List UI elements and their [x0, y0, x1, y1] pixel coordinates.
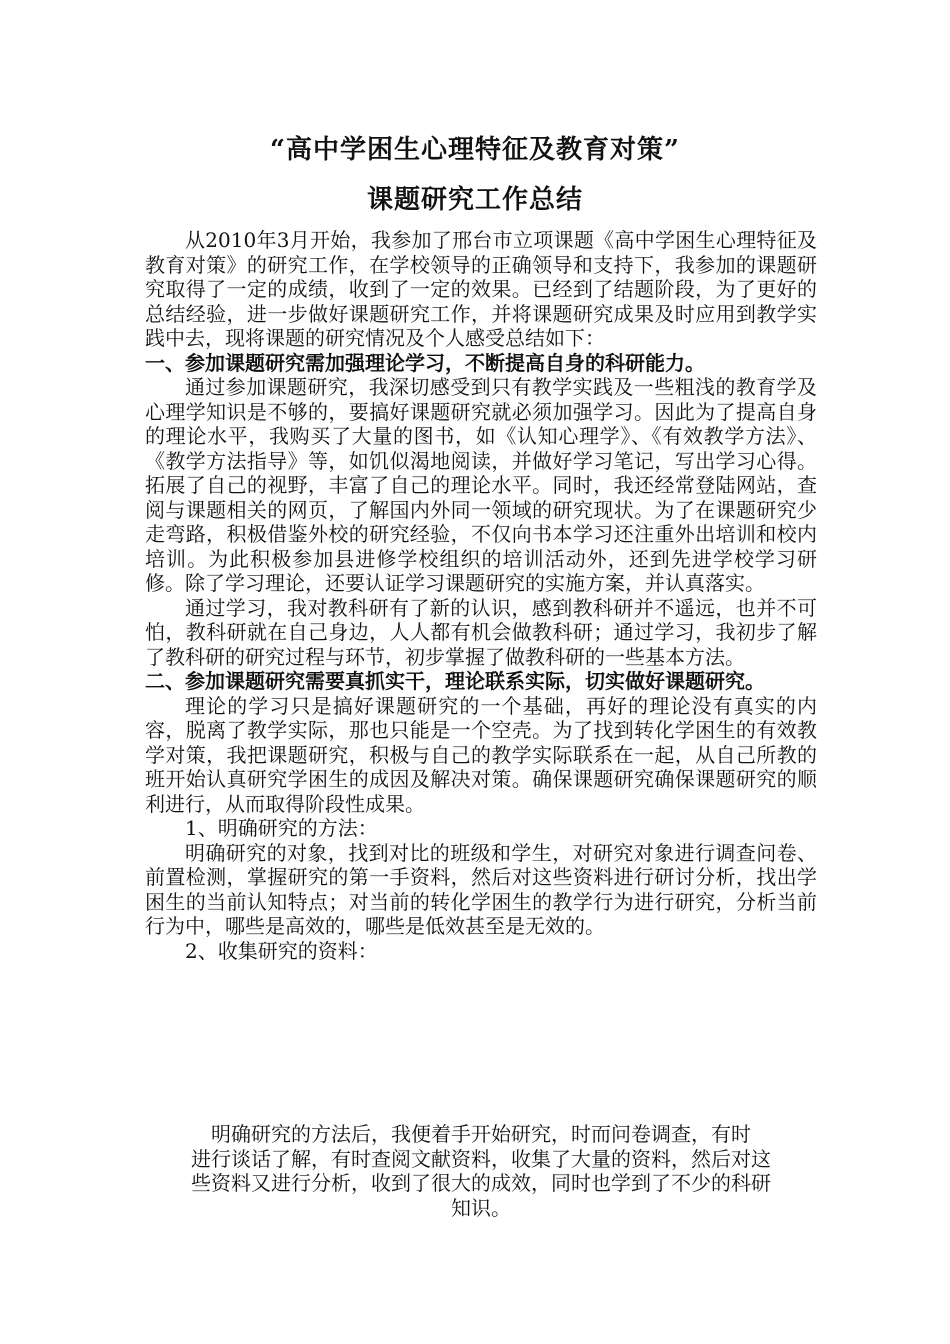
- subsection2-line: 些资料又进行分析，收到了很大的成效，同时也学到了不少的科研: [191, 1171, 771, 1195]
- subsection1-heading: 1、明确研究的方法：: [185, 816, 378, 840]
- subsection2-paragraph: [145, 1122, 817, 1220]
- intro-paragraph: 从2010年3月开始，我参加了邢台市立项课题《高中学困生心理特征及教育对策》的研究工作，在学校领导的正确领导和支持下，我参加的课题研究取得了一定的成绩，收到了一定的效果。已经到了结题阶段，为了更好的总结经验，进一步做好课题研究工作，并将课题研究成果及时应用到教学实践中去，现将课题的研究情况及个人感受总结如下：: [145, 228, 817, 350]
- section1-paragraph1: 通过参加课题研究，我深切感受到只有教学实践及一些粗浅的教育学及心理学知识是不够的，要搞好课题研究就必须加强学习。因此为了提高自身的理论水平，我购买了大量的图书，如《认知心理学》、《有效教学方法》、《教学方法指导》等，如饥似渴地阅读，并做好学习笔记，写出学习心得。拓展了自己的视野，丰富了自己的理论水平。同时，我还经常登陆网站，查阅与课题相关的网页，了解国内外同一领域的研究现状。为了在课题研究少走弯路，积极借鉴外校的研究经验，不仅向书本学习还注重外出培训和校内培训。为此积极参加县进修学校组织的培训活动外，还到先进学校学习研修。除了学习理论，还要认证学习课题研究的实施方案，并认真落实。: [145, 375, 817, 595]
- document-title-line2: 课题研究工作总结: [366, 185, 583, 215]
- section1-heading: 一、参加课题研究需加强理论学习，不断提高自身的科研能力。: [145, 350, 705, 375]
- subsection2-heading: 2、收集研究的资料：: [185, 938, 378, 963]
- section2-heading: 二、参加课题研究需要真抓实干，理论联系实际，切实做好课题研究。: [145, 669, 765, 693]
- document-title-line1: “高中学困生心理特征及教育对策”: [270, 135, 680, 165]
- section2-paragraph1: 理论的学习只是搞好课题研究的一个基础，再好的理论没有真实的内容，脱离了教学实际，那也只能是一个空壳。为了找到转化学困生的有效教学对策，我把课题研究，积极与自己的教学实际联系在一起，从自己所教的班开始认真研究学困生的成因及解决对策。确保课题研究确保课题研究的顺利进行，从而取得阶段性成果。: [145, 693, 817, 816]
- subsection1-paragraph: 明确研究的对象，找到对比的班级和学生，对研究对象进行调查问卷、前置检测，掌握研究的第一手资料，然后对这些资料进行研讨分析，找出学困生的当前认知特点；对当前的转化学困生的教学行为进行研究，分析当前行为中，哪些是高效的，哪些是低效甚至是无效的。: [145, 840, 817, 938]
- section1-paragraph2: 通过学习，我对教科研有了新的认识，感到教科研并不遥远，也并不可怕，教科研就在自己身边，人人都有机会做教科研；通过学习，我初步了解了教科研的研究过程与环节，初步掌握了做教科研的一些基本方法。: [145, 595, 817, 669]
- subsection2-line: 明确研究的方法后，我便着手开始研究，时而问卷调查，有时: [211, 1122, 751, 1146]
- document-body: [145, 228, 817, 963]
- subsection2-line: 知识。: [451, 1195, 511, 1220]
- subsection2-line: 进行谈话了解，有时查阅文献资料，收集了大量的资料，然后对这: [191, 1146, 771, 1171]
